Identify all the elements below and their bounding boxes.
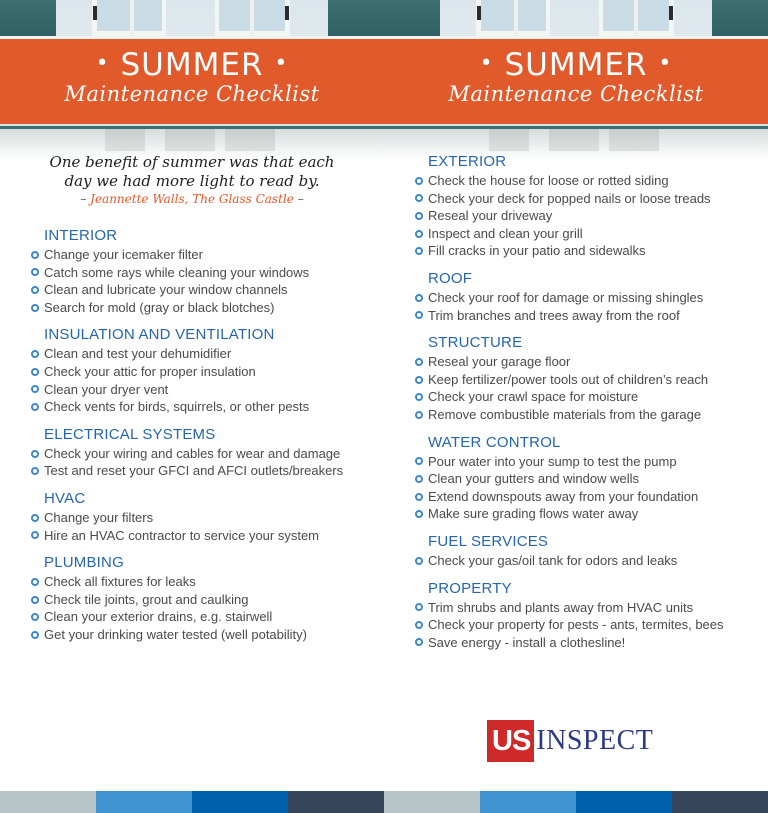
title-subtitle: Maintenance Checklist [64, 82, 320, 106]
checklist-left-column [31, 226, 391, 653]
checklist-item [415, 599, 768, 617]
circle-bullet-icon [31, 467, 39, 475]
bullet-dot-icon: • [658, 51, 673, 76]
checklist-item-text: Clean your exterior drains, e.g. stairwell [44, 609, 273, 625]
circle-bullet-icon [31, 631, 39, 639]
circle-bullet-icon [31, 578, 39, 586]
checklist-item [31, 398, 391, 416]
checklist-item-text: Change your filters [44, 509, 154, 525]
section-heading: PLUMBING [44, 554, 124, 572]
checklist-item-text: Check your property for pests - ants, termites, bees [428, 617, 724, 633]
checklist-item [31, 363, 391, 381]
checklist-item-text: Clean your gutters and window wells [428, 471, 639, 487]
circle-bullet-icon [415, 294, 423, 302]
circle-bullet-icon [31, 385, 39, 393]
section-heading: ELECTRICAL SYSTEMS [44, 425, 216, 443]
checklist-item-text: Clean your dryer vent [44, 381, 169, 397]
checklist-item [415, 190, 768, 208]
circle-bullet-icon [415, 194, 423, 202]
checklist-item [415, 289, 768, 307]
checklist-section [415, 152, 768, 260]
checklist-item [31, 626, 391, 644]
quote-text: One benefit of summer was that each day we had more light to read by. [49, 153, 335, 190]
checklist-section [31, 489, 391, 544]
checklist-item [415, 406, 768, 424]
checklist-section [31, 425, 391, 480]
checklist-item [415, 453, 768, 471]
circle-bullet-icon [415, 621, 423, 629]
title-subtitle: Maintenance Checklist [448, 82, 704, 106]
circle-bullet-icon [415, 638, 423, 646]
checklist-item-text: Keep fertilizer/power tools out of children’s reach [428, 371, 709, 387]
section-heading: HVAC [44, 489, 86, 507]
circle-bullet-icon [415, 376, 423, 384]
circle-bullet-icon [31, 596, 39, 604]
checklist-item-text: Clean and test your dehumidifier [44, 346, 232, 362]
checklist-item-text: Change your icemaker filter [44, 247, 203, 262]
checklist-right-column [415, 152, 768, 660]
header-panel-right [384, 0, 768, 160]
checklist-section [31, 553, 391, 643]
footer-color-segment [96, 791, 192, 813]
checklist-item-text: Check all fixtures for leaks [44, 574, 196, 590]
circle-bullet-icon [31, 403, 39, 411]
checklist-item [31, 345, 391, 363]
footer-color-segment [0, 791, 96, 813]
checklist-item [31, 246, 391, 264]
checklist-item-text: Catch some rays while cleaning your windows [44, 264, 310, 280]
checklist-item-text: Reseal your garage floor [428, 354, 571, 370]
circle-bullet-icon [31, 350, 39, 358]
circle-bullet-icon [415, 177, 423, 185]
circle-bullet-icon [31, 531, 39, 539]
checklist-item-text: Check your roof for damage or missing shingles [428, 289, 704, 305]
checklist-item [31, 299, 391, 317]
footer-color-segment [384, 791, 480, 813]
checklist-section [415, 433, 768, 523]
checklist-item-text: Remove combustible materials from the garage [428, 406, 702, 422]
circle-bullet-icon [415, 393, 423, 401]
circle-bullet-icon [415, 603, 423, 611]
footer-color-segment [576, 791, 672, 813]
checklist-item [31, 381, 391, 399]
circle-bullet-icon [31, 613, 39, 621]
checklist-item [415, 207, 768, 225]
circle-bullet-icon [415, 411, 423, 419]
footer-color-bar [0, 791, 768, 813]
checklist-item [31, 281, 391, 299]
circle-bullet-icon [415, 311, 423, 319]
circle-bullet-icon [415, 358, 423, 366]
checklist-item [415, 505, 768, 523]
footer-color-segment [192, 791, 288, 813]
circle-bullet-icon [31, 286, 39, 294]
section-heading: ROOF [428, 269, 473, 287]
checklist-item-text: Clean and lubricate your window channels [44, 282, 288, 298]
checklist-item [31, 608, 391, 626]
checklist-item [31, 509, 391, 527]
circle-bullet-icon [31, 304, 39, 312]
title-summer: • SUMMER • [479, 47, 673, 83]
checklist-item-text: Get your drinking water tested (well potability) [44, 626, 308, 642]
checklist-item [415, 225, 768, 243]
bullet-dot-icon: • [95, 51, 110, 76]
checklist-section [415, 333, 768, 423]
checklist-item [415, 172, 768, 190]
circle-bullet-icon [31, 251, 39, 259]
bullet-dot-icon: • [479, 51, 494, 76]
checklist-item-text: Save energy - install a clothesline! [428, 634, 626, 650]
checklist-item-text: Reseal your driveway [428, 208, 553, 224]
bullet-dot-icon: • [274, 51, 289, 76]
checklist-item-text: Check vents for birds, squirrels, or other pests [44, 399, 310, 415]
checklist-item [31, 462, 391, 480]
checklist-item [31, 264, 391, 282]
section-heading: FUEL SERVICES [428, 532, 549, 550]
checklist-item [415, 371, 768, 389]
checklist-item-text: Pour water into your sump to test the pump [428, 453, 677, 469]
checklist-item [415, 634, 768, 652]
us-inspect-logo [487, 720, 653, 762]
checklist-item [415, 307, 768, 325]
checklist-item [31, 527, 391, 545]
checklist-item [31, 445, 391, 463]
checklist-item [31, 573, 391, 591]
checklist-item-text: Trim branches and trees away from the roof [428, 307, 680, 323]
window-frame [92, 0, 166, 36]
footer-color-segment [672, 791, 768, 813]
footer-color-segment [480, 791, 576, 813]
circle-bullet-icon [415, 230, 423, 238]
circle-bullet-icon [31, 368, 39, 376]
checklist-item [31, 591, 391, 609]
checklist-item [415, 488, 768, 506]
circle-bullet-icon [31, 268, 39, 276]
circle-bullet-icon [415, 457, 423, 465]
checklist-item-text: Check tile joints, grout and caulking [44, 591, 249, 607]
section-heading: PROPERTY [428, 579, 512, 597]
checklist-item-text: Extend downspouts away from your foundation [428, 488, 699, 504]
checklist-section [31, 325, 391, 415]
checklist-item-text: Check your deck for popped nails or loose treads [428, 190, 711, 206]
checklist-item-text: Check the house for loose or rotted siding [428, 173, 669, 188]
checklist-item [415, 242, 768, 260]
circle-bullet-icon [31, 514, 39, 522]
checklist-item-text: Check your gas/oil tank for odors and leaks [428, 552, 678, 568]
circle-bullet-icon [415, 557, 423, 565]
checklist-item-text: Test and reset your GFCI and AFCI outlets/breakers [44, 463, 344, 479]
checklist-item-text: Hire an HVAC contractor to service your system [44, 527, 320, 543]
circle-bullet-icon [415, 212, 423, 220]
checklist-item [415, 470, 768, 488]
checklist-item-text: Check your wiring and cables for wear and damage [44, 445, 341, 461]
circle-bullet-icon [415, 475, 423, 483]
section-heading: EXTERIOR [428, 153, 507, 170]
logo-us-mark: US [487, 720, 534, 762]
circle-bullet-icon [415, 493, 423, 501]
checklist-item-text: Inspect and clean your grill [428, 225, 583, 241]
checklist-item-text: Check your crawl space for moisture [428, 389, 639, 405]
checklist-item-text: Check your attic for proper insulation [44, 363, 256, 379]
checklist-item [415, 616, 768, 634]
window-frame [476, 0, 550, 36]
checklist-section [415, 532, 768, 570]
title-summer: • SUMMER • [95, 47, 289, 83]
circle-bullet-icon [415, 247, 423, 255]
checklist-item-text: Fill cracks in your patio and sidewalks [428, 243, 646, 259]
header-panel-left [0, 0, 384, 160]
checklist-section [31, 226, 391, 316]
checklist-section [415, 269, 768, 324]
checklist-item [415, 353, 768, 371]
section-heading: INSULATION AND VENTILATION [44, 326, 275, 344]
checklist-item-text: Search for mold (gray or black blotches) [44, 299, 275, 315]
checklist-item-text: Make sure grading flows water away [428, 506, 639, 522]
checklist-item-text: Trim shrubs and plants away from HVAC units [428, 599, 694, 615]
logo-wordmark: INSPECT [536, 725, 654, 756]
quote-attribution: – Jeannette Walls, The Glass Castle – [80, 192, 304, 206]
checklist-item [415, 552, 768, 570]
footer-color-segment [288, 791, 384, 813]
header-banner [0, 0, 768, 160]
section-heading: STRUCTURE [428, 334, 523, 352]
section-heading: WATER CONTROL [428, 433, 561, 451]
checklist-section [415, 579, 768, 652]
section-heading: INTERIOR [44, 227, 118, 244]
circle-bullet-icon [415, 510, 423, 518]
circle-bullet-icon [31, 450, 39, 458]
checklist-item [415, 388, 768, 406]
